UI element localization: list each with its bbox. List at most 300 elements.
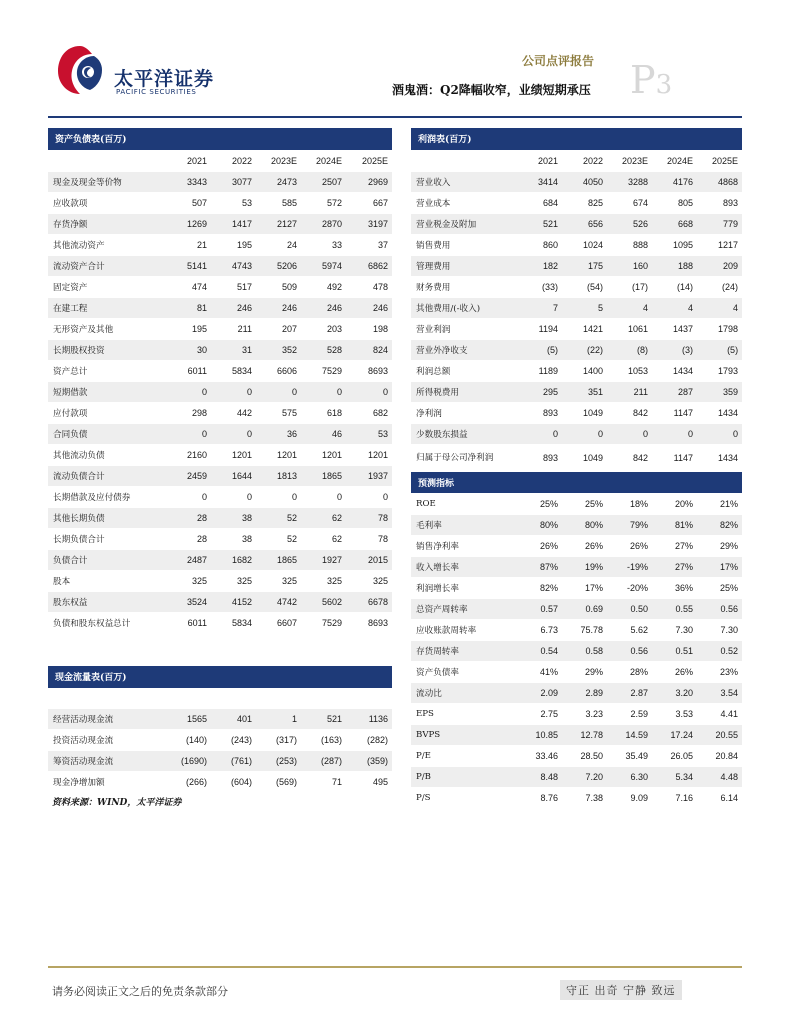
- row-value: 7.30: [697, 619, 742, 640]
- row-value: 325: [256, 570, 301, 591]
- row-value: 26%: [607, 535, 652, 556]
- row-value: 160: [607, 255, 652, 276]
- row-value: 1049: [562, 444, 607, 471]
- row-value: 572: [301, 192, 346, 213]
- row-label: 销售费用: [411, 234, 517, 255]
- row-value: 0: [517, 423, 562, 444]
- row-value: (604): [211, 771, 256, 792]
- row-value: 351: [562, 381, 607, 402]
- row-value: 182: [517, 255, 562, 276]
- row-value: 79%: [607, 514, 652, 535]
- table-row: [411, 318, 742, 339]
- row-value: 2473: [256, 171, 301, 192]
- table-row: [411, 556, 742, 577]
- row-label: 现金及现金等价物: [48, 171, 165, 192]
- balance-sheet-year-header: [48, 150, 392, 171]
- row-value: 1147: [652, 444, 697, 471]
- row-value: 1434: [697, 444, 742, 471]
- row-value: (5): [517, 339, 562, 360]
- row-value: 1053: [607, 360, 652, 381]
- row-label: 其他费用/(-收入): [411, 297, 517, 318]
- table-row: [411, 234, 742, 255]
- table-row: [411, 402, 742, 423]
- report-title: 酒鬼酒：Q2降幅收窄，业绩短期承压: [392, 83, 591, 97]
- row-value: 27%: [652, 535, 697, 556]
- row-value: 805: [652, 192, 697, 213]
- company-logo: [56, 44, 246, 96]
- row-value: 526: [607, 213, 652, 234]
- header-empty-cell: [48, 150, 165, 171]
- table-row: [411, 213, 742, 234]
- row-value: 478: [346, 276, 392, 297]
- pacific-securities-logo-icon: [56, 44, 104, 96]
- table-row: [48, 612, 392, 633]
- row-value: 203: [301, 318, 346, 339]
- income-statement-title-text: 利润表(百万): [411, 128, 742, 150]
- row-value: 2015: [346, 549, 392, 570]
- row-label: 归属于母公司净利润: [411, 444, 517, 471]
- row-value: 1201: [211, 444, 256, 465]
- footer-divider: [48, 966, 742, 968]
- row-label: 合同负债: [48, 423, 165, 444]
- row-value: 7: [517, 297, 562, 318]
- year-header: 2021: [517, 150, 562, 171]
- row-value: 5141: [165, 255, 211, 276]
- row-label: EPS: [411, 703, 517, 724]
- row-value: 682: [346, 402, 392, 423]
- row-value: 4.48: [697, 766, 742, 787]
- row-value: (761): [211, 750, 256, 771]
- row-value: 209: [697, 255, 742, 276]
- row-value: 5974: [301, 255, 346, 276]
- table-row: [411, 192, 742, 213]
- row-value: 1434: [697, 402, 742, 423]
- row-value: 195: [211, 234, 256, 255]
- row-value: 20.55: [697, 724, 742, 745]
- row-label: 其他流动资产: [48, 234, 165, 255]
- row-value: (266): [165, 771, 211, 792]
- row-value: 5206: [256, 255, 301, 276]
- row-value: 4: [697, 297, 742, 318]
- row-value: 6011: [165, 360, 211, 381]
- table-row: [48, 213, 392, 234]
- table-row: [48, 771, 392, 792]
- row-label: BVPS: [411, 724, 517, 745]
- row-label: 流动资产合计: [48, 255, 165, 276]
- row-value: 2.89: [562, 682, 607, 703]
- row-value: (17): [607, 276, 652, 297]
- row-label: P/S: [411, 787, 517, 808]
- row-label: 存货净额: [48, 213, 165, 234]
- row-value: 2459: [165, 465, 211, 486]
- row-label: ROE: [411, 493, 517, 514]
- row-label: 应收款项: [48, 192, 165, 213]
- row-value: -20%: [607, 577, 652, 598]
- footer-disclaimer: 请务必阅读正文之后的免责条款部分: [52, 985, 228, 998]
- row-value: 28.50: [562, 745, 607, 766]
- row-value: 0: [165, 381, 211, 402]
- row-value: 246: [211, 297, 256, 318]
- row-label: 收入增长率: [411, 556, 517, 577]
- row-value: 0: [697, 423, 742, 444]
- row-value: 21: [165, 234, 211, 255]
- table-row: [411, 535, 742, 556]
- row-value: 31: [211, 339, 256, 360]
- row-value: 78: [346, 507, 392, 528]
- row-value: 1434: [652, 360, 697, 381]
- row-value: 893: [517, 402, 562, 423]
- table-row: [411, 745, 742, 766]
- row-value: 2127: [256, 213, 301, 234]
- row-value: 6.73: [517, 619, 562, 640]
- row-value: 507: [165, 192, 211, 213]
- row-value: 1865: [256, 549, 301, 570]
- row-value: 7.38: [562, 787, 607, 808]
- row-value: 71: [301, 771, 346, 792]
- row-value: 0.69: [562, 598, 607, 619]
- row-label: 财务费用: [411, 276, 517, 297]
- table-row: [48, 549, 392, 570]
- table-row: [48, 276, 392, 297]
- page-digit: 3: [655, 70, 673, 100]
- row-label: 其他长期负债: [48, 507, 165, 528]
- year-header: 2024E: [652, 150, 697, 171]
- row-value: 80%: [517, 514, 562, 535]
- row-value: 0.56: [607, 640, 652, 661]
- row-value: 7.30: [652, 619, 697, 640]
- row-value: 28%: [607, 661, 652, 682]
- row-value: 4: [607, 297, 652, 318]
- row-value: 842: [607, 402, 652, 423]
- row-label: 短期借款: [48, 381, 165, 402]
- row-value: 3.54: [697, 682, 742, 703]
- row-label: 流动比: [411, 682, 517, 703]
- row-value: 824: [346, 339, 392, 360]
- row-value: 211: [211, 318, 256, 339]
- row-label: 营业利润: [411, 318, 517, 339]
- table-row: [411, 724, 742, 745]
- row-value: 4743: [211, 255, 256, 276]
- row-value: 325: [346, 570, 392, 591]
- row-value: 521: [517, 213, 562, 234]
- table-row: [411, 682, 742, 703]
- row-value: (569): [256, 771, 301, 792]
- row-value: 198: [346, 318, 392, 339]
- row-value: 1194: [517, 318, 562, 339]
- row-value: 246: [346, 297, 392, 318]
- row-label: 净利润: [411, 402, 517, 423]
- row-value: 2507: [301, 171, 346, 192]
- row-value: 474: [165, 276, 211, 297]
- row-value: 0.52: [697, 640, 742, 661]
- row-label: 长期借款及应付债券: [48, 486, 165, 507]
- row-value: 26%: [517, 535, 562, 556]
- row-label: 筹资活动现金流: [48, 750, 165, 771]
- table-row: [411, 360, 742, 381]
- table-row: [411, 766, 742, 787]
- row-value: 29%: [697, 535, 742, 556]
- table-row: [48, 402, 392, 423]
- row-value: 4050: [562, 171, 607, 192]
- row-value: 1813: [256, 465, 301, 486]
- row-value: 509: [256, 276, 301, 297]
- row-value: 6678: [346, 591, 392, 612]
- year-header: 2024E: [301, 150, 346, 171]
- row-value: 3.23: [562, 703, 607, 724]
- row-value: 21%: [697, 493, 742, 514]
- table-row: [411, 619, 742, 640]
- table-row: [48, 192, 392, 213]
- row-label: 资产负债率: [411, 661, 517, 682]
- table-row: [48, 423, 392, 444]
- row-value: 7529: [301, 360, 346, 381]
- row-label: 管理费用: [411, 255, 517, 276]
- row-value: 2.87: [607, 682, 652, 703]
- row-value: 1: [256, 708, 301, 729]
- row-value: 0.56: [697, 598, 742, 619]
- row-value: 1049: [562, 402, 607, 423]
- row-value: 359: [697, 381, 742, 402]
- row-value: 14.59: [607, 724, 652, 745]
- row-value: 19%: [562, 556, 607, 577]
- row-value: 4742: [256, 591, 301, 612]
- row-value: 585: [256, 192, 301, 213]
- row-value: 211: [607, 381, 652, 402]
- year-header: 2025E: [346, 150, 392, 171]
- row-value: 2.59: [607, 703, 652, 724]
- row-value: 3343: [165, 171, 211, 192]
- row-value: 7.20: [562, 766, 607, 787]
- row-value: 0: [256, 381, 301, 402]
- row-value: 0: [607, 423, 652, 444]
- row-value: 207: [256, 318, 301, 339]
- row-label: 股东权益: [48, 591, 165, 612]
- row-value: 893: [697, 192, 742, 213]
- row-value: 4176: [652, 171, 697, 192]
- row-value: 25%: [697, 577, 742, 598]
- row-value: 6607: [256, 612, 301, 633]
- row-value: 62: [301, 528, 346, 549]
- row-value: 1927: [301, 549, 346, 570]
- row-label: 投资活动现金流: [48, 729, 165, 750]
- row-value: 401: [211, 708, 256, 729]
- row-value: (54): [562, 276, 607, 297]
- row-value: 667: [346, 192, 392, 213]
- row-label: 销售净利率: [411, 535, 517, 556]
- row-value: 24: [256, 234, 301, 255]
- row-label: 经营活动现金流: [48, 708, 165, 729]
- row-value: 7529: [301, 612, 346, 633]
- table-row: [48, 570, 392, 591]
- row-value: 1400: [562, 360, 607, 381]
- row-value: 860: [517, 234, 562, 255]
- row-value: 78: [346, 528, 392, 549]
- row-value: 188: [652, 255, 697, 276]
- table-row: [411, 703, 742, 724]
- row-value: 3414: [517, 171, 562, 192]
- row-value: 26.05: [652, 745, 697, 766]
- row-label: 资产总计: [48, 360, 165, 381]
- year-header: 2021: [165, 150, 211, 171]
- row-value: 30: [165, 339, 211, 360]
- row-value: 1189: [517, 360, 562, 381]
- cash-flow-table: [48, 666, 392, 793]
- row-value: 8.48: [517, 766, 562, 787]
- row-value: 528: [301, 339, 346, 360]
- row-value: 492: [301, 276, 346, 297]
- table-row: [411, 381, 742, 402]
- row-value: 1095: [652, 234, 697, 255]
- row-value: 2.09: [517, 682, 562, 703]
- row-value: 5.62: [607, 619, 652, 640]
- row-value: 52: [256, 528, 301, 549]
- row-value: 28: [165, 528, 211, 549]
- row-value: 35.49: [607, 745, 652, 766]
- row-value: 20%: [652, 493, 697, 514]
- row-value: 656: [562, 213, 607, 234]
- row-value: 41%: [517, 661, 562, 682]
- row-value: 1417: [211, 213, 256, 234]
- row-label: 固定资产: [48, 276, 165, 297]
- balance-sheet-title-text: 资产负债表(百万): [48, 128, 392, 150]
- row-value: 668: [652, 213, 697, 234]
- table-row: [411, 577, 742, 598]
- row-value: 295: [517, 381, 562, 402]
- table-row: [411, 640, 742, 661]
- row-value: 1136: [346, 708, 392, 729]
- row-value: 17.24: [652, 724, 697, 745]
- row-label: 长期负债合计: [48, 528, 165, 549]
- income-statement-title: [411, 128, 742, 150]
- row-value: 0: [346, 486, 392, 507]
- table-row: [411, 661, 742, 682]
- header-empty-cell: [411, 150, 517, 171]
- row-value: 4868: [697, 171, 742, 192]
- report-header: [48, 40, 742, 118]
- logo-chinese-name: 太平洋证券: [114, 68, 215, 90]
- row-value: 3.20: [652, 682, 697, 703]
- row-value: 0: [346, 381, 392, 402]
- row-value: 3524: [165, 591, 211, 612]
- row-value: 18%: [607, 493, 652, 514]
- row-value: 1682: [211, 549, 256, 570]
- table-row: [411, 598, 742, 619]
- table-row: [48, 729, 392, 750]
- table-row: [48, 465, 392, 486]
- row-value: 3077: [211, 171, 256, 192]
- table-row: [411, 171, 742, 192]
- row-label: 利润增长率: [411, 577, 517, 598]
- row-value: 246: [301, 297, 346, 318]
- row-value: 8.76: [517, 787, 562, 808]
- row-value: 53: [211, 192, 256, 213]
- row-value: 28: [165, 507, 211, 528]
- row-value: 5602: [301, 591, 346, 612]
- row-value: 888: [607, 234, 652, 255]
- table-row: [48, 360, 392, 381]
- row-value: 4: [652, 297, 697, 318]
- row-value: 842: [607, 444, 652, 471]
- row-value: 0: [165, 486, 211, 507]
- row-value: 52: [256, 507, 301, 528]
- row-value: 46: [301, 423, 346, 444]
- row-value: 0: [211, 423, 256, 444]
- row-value: 0: [562, 423, 607, 444]
- row-value: 0.54: [517, 640, 562, 661]
- row-value: 29%: [562, 661, 607, 682]
- forecast-title-text: 预测指标: [411, 471, 742, 493]
- spacer-row: [48, 688, 392, 708]
- row-value: 195: [165, 318, 211, 339]
- forecast-title: [411, 471, 742, 493]
- row-value: 26%: [562, 535, 607, 556]
- row-value: 825: [562, 192, 607, 213]
- row-value: 5834: [211, 612, 256, 633]
- row-value: 6.30: [607, 766, 652, 787]
- row-label: 负债和股东权益总计: [48, 612, 165, 633]
- row-value: (3): [652, 339, 697, 360]
- row-value: 38: [211, 528, 256, 549]
- logo-english-name: PACIFIC SECURITIES: [116, 88, 197, 96]
- row-value: 20.84: [697, 745, 742, 766]
- balance-sheet-title: [48, 128, 392, 150]
- row-value: 1865: [301, 465, 346, 486]
- balance-sheet-table: [48, 128, 392, 634]
- row-value: 2160: [165, 444, 211, 465]
- row-value: 1793: [697, 360, 742, 381]
- row-value: 1644: [211, 465, 256, 486]
- row-value: 1147: [652, 402, 697, 423]
- table-row: [48, 381, 392, 402]
- row-value: (22): [562, 339, 607, 360]
- row-label: 长期股权投资: [48, 339, 165, 360]
- header-divider: [48, 116, 742, 118]
- table-row: [48, 297, 392, 318]
- row-value: (1690): [165, 750, 211, 771]
- row-value: 8693: [346, 360, 392, 381]
- row-label: 股本: [48, 570, 165, 591]
- row-label: 毛利率: [411, 514, 517, 535]
- row-value: 82%: [517, 577, 562, 598]
- row-value: (253): [256, 750, 301, 771]
- row-value: 2969: [346, 171, 392, 192]
- row-value: 1201: [346, 444, 392, 465]
- row-value: 25%: [562, 493, 607, 514]
- row-label: 营业外净收支: [411, 339, 517, 360]
- row-value: 6011: [165, 612, 211, 633]
- row-value: (287): [301, 750, 346, 771]
- row-value: 6606: [256, 360, 301, 381]
- row-value: 5.34: [652, 766, 697, 787]
- row-value: 0: [652, 423, 697, 444]
- table-row: [48, 234, 392, 255]
- row-label: 所得税费用: [411, 381, 517, 402]
- row-value: (243): [211, 729, 256, 750]
- year-header: 2022: [562, 150, 607, 171]
- table-row: [411, 339, 742, 360]
- row-value: 325: [301, 570, 346, 591]
- row-value: 684: [517, 192, 562, 213]
- row-value: 81: [165, 297, 211, 318]
- row-value: 1565: [165, 708, 211, 729]
- row-value: 3197: [346, 213, 392, 234]
- row-value: 7.16: [652, 787, 697, 808]
- row-value: 6862: [346, 255, 392, 276]
- row-value: 27%: [652, 556, 697, 577]
- row-value: 246: [256, 297, 301, 318]
- row-label: 应收账款周转率: [411, 619, 517, 640]
- row-value: 1798: [697, 318, 742, 339]
